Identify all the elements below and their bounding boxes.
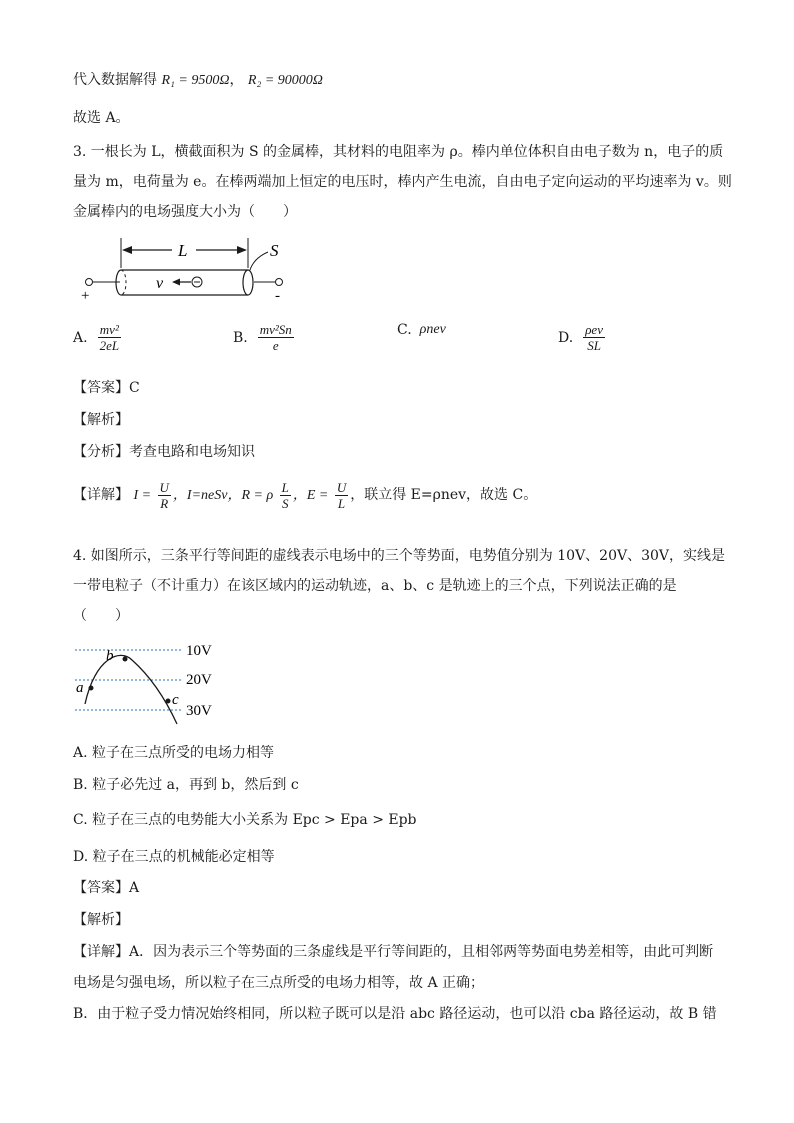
detail-tag: 【详解】 [73, 487, 129, 503]
detail-text: A．因为表示三个等势面的三条虚线是平行等间距的，且相邻两等势面电势差相等，由此可判断 [129, 944, 714, 960]
option-d-fraction: $\frac{\text{ρev}}{SL}$ [585, 322, 603, 353]
q4-detail-line-2: 电场是匀强电场，所以粒子在三点所受的电场力相等，故 A 正确； [73, 975, 485, 991]
detail-text-1: ，I=neSv，R = ρ [172, 488, 274, 503]
current-fraction: $\frac{U}{R}$ [159, 479, 169, 511]
answer-tag: 【答案】 [73, 880, 129, 896]
option-letter: C. [397, 322, 412, 338]
option-letter: A. [73, 329, 88, 346]
label-area: S [270, 241, 279, 260]
q4-option-a[interactable]: A. 粒子在三点所受的电场力相等 [73, 745, 275, 761]
intro-separator: ， [229, 72, 244, 88]
polarity-plus: + [81, 288, 90, 304]
point-a-marker [89, 686, 94, 691]
q3-stem-line-2: 量为 m，电荷量为 e。在棒两端加上恒定的电压时，棒内产生电流，自由电子定向运动的平均速率为 v。则 [73, 174, 732, 190]
q4-option-d[interactable]: D. 粒子在三点的机械能必定相等 [73, 849, 275, 865]
q4-stem-line-1: 4. 如图所示，三条平行等间距的虚线表示电场中的三个等势面，电势值分别为 10V、20V、30V，实线是 [73, 548, 726, 564]
level-label-30v: 30V [186, 703, 212, 719]
q3-option-c[interactable] [397, 322, 446, 338]
resistance-fraction: $\frac{L}{S}$ [281, 479, 289, 511]
q4-analysis-tag: 【解析】 [73, 912, 129, 928]
detail-tag: 【详解】 [73, 944, 129, 960]
point-c-marker [166, 699, 171, 704]
field-fraction: $\frac{U}{L}$ [336, 479, 347, 511]
current-lhs: I = [133, 488, 152, 503]
terminal-left [86, 279, 93, 286]
q4-stem-line-2: 一带电粒子（不计重力）在该区域内的运动轨迹，a、b、c 是轨迹上的三个点，下列说法正确的是 [73, 578, 677, 594]
point-b-label: b [106, 648, 114, 664]
point-b-marker [123, 657, 128, 662]
fenxi-tag: 【分析】 [73, 444, 129, 460]
terminal-right [276, 279, 283, 286]
level-label-20v: 20V [186, 672, 212, 688]
option-c-expression: ρnev [419, 322, 446, 337]
level-label-10v: 10V [186, 643, 212, 659]
intro-result-line [73, 70, 323, 91]
q4-stem-line-3: （ ） [73, 608, 129, 624]
point-c-label: c [172, 692, 179, 708]
option-a-fraction: $\frac{\text{mv²}}{2eL}$ [99, 322, 120, 353]
q4-detail-line-1 [73, 942, 713, 962]
fenxi-text: 考查电路和电场知识 [129, 444, 255, 460]
q3-option-b[interactable] [233, 322, 296, 353]
q3-answer-line [73, 378, 140, 398]
velocity-arrowhead [172, 279, 180, 286]
rod-left-end-hidden [121, 270, 126, 295]
polarity-minus: - [275, 288, 280, 304]
label-length: L [178, 241, 188, 260]
q3-analysis-tag: 【解析】 [73, 412, 129, 428]
metal-rod-figure [78, 234, 298, 304]
q4-option-b[interactable]: B. 粒子必先过 a，再到 b，然后到 c [73, 777, 299, 793]
rod-right-end [243, 270, 253, 295]
answer-tag: 【答案】 [73, 380, 129, 396]
option-letter: B. [233, 329, 248, 346]
dim-arrow-right [237, 246, 247, 254]
q4-answer-line [73, 878, 139, 898]
option-letter: D. [558, 329, 574, 346]
q4-detail-line-3: B．由于粒子受力情况始终相同，所以粒子既可以是沿 abc 路径运动，也可以沿 cba 路径运动，故 B 错 [73, 1006, 717, 1022]
q3-answer: C [129, 380, 140, 396]
label-velocity: v [156, 275, 164, 292]
detail-text-3: ，联立得 E=ρnev，故选 C。 [350, 487, 538, 503]
r1-expression: R₁ = 9500Ω [161, 73, 230, 88]
q3-option-d[interactable] [558, 322, 607, 353]
r2-expression: R₂ = 90000Ω [247, 73, 323, 88]
prev-answer-line: 故选 A。 [73, 110, 130, 126]
particle-trajectory [85, 655, 177, 724]
q4-option-c[interactable]: C. 粒子在三点的电势能大小关系为 Epc > Epa > Epb [73, 812, 417, 828]
detail-text-2: ，E = [292, 488, 329, 503]
point-a-label: a [76, 680, 84, 696]
q3-option-a[interactable] [73, 322, 123, 353]
q3-stem-line-3: 金属棒内的电场强度大小为（ ） [73, 204, 297, 220]
q3-stem-line-1: 3. 一根长为 L，横截面积为 S 的金属棒，其材料的电阻率为 ρ。棒内单位体积自由电子数为 n，电子的质 [73, 144, 724, 160]
q3-fenxi-line [73, 442, 255, 462]
q4-answer: A [129, 880, 140, 896]
q3-detail-line [73, 478, 537, 513]
dim-arrow-left [122, 246, 132, 254]
intro-prefix: 代入数据解得 [73, 72, 157, 88]
equipotential-figure [70, 638, 240, 730]
option-b-fraction: $\frac{\text{mv²Sn}}{e}$ [259, 322, 292, 353]
area-leader-line [250, 252, 268, 270]
